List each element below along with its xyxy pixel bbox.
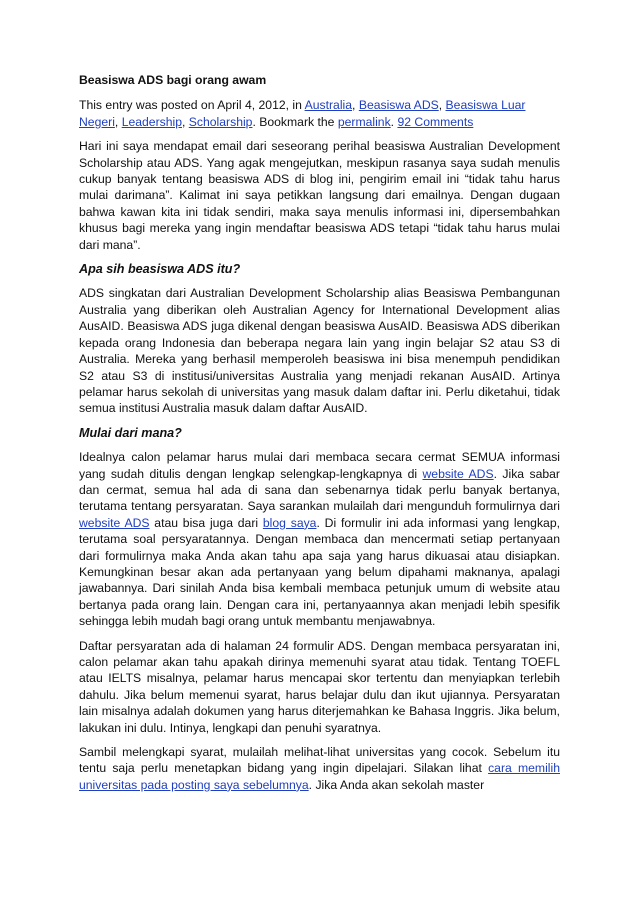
meta-sep: , [438, 98, 446, 113]
meta-sep: , [182, 114, 189, 129]
meta-sep: , [352, 98, 359, 113]
document-page [79, 72, 560, 801]
university-text-2: . Jika Anda akan sekolah master [308, 777, 485, 792]
comments-link[interactable]: 92 Comments [397, 114, 474, 129]
start-paragraph [79, 449, 560, 629]
meta-sep: , [114, 114, 122, 129]
meta-dot: . [390, 114, 398, 129]
university-text-1: Sambil melengkapi syarat, mulailah melihat-lihat universitas yang cocok. Sebelum itu tentu saja perlu menetapkan bidang yang ingin dipelajari. Silakan lihat [79, 745, 560, 776]
meta-bookmark: . Bookmark the [252, 114, 338, 129]
start-text-4: . Di formulir ini ada informasi yang lengkap, terutama soal persyaratannya. Dengan membaca dan mencermati setiap pertanyaan dari formulirnya maka Anda akan tahu apa saja yang harus dikuasai atau disiapkan. Kemungkinan besar akan ada pertanyaan yang belum dipahami maknanya, apalagi jawabannya. Dari sinilah Anda bisa kembali membaca petunjuk umum di website atau bertanya pada orang lain. Dengan cara ini, pertanyaannya akan menjadi lebih spesifik sehingga lebih mudah bagi orang untuk membantu menjawabnya. [79, 515, 560, 629]
category-link-australia[interactable]: Australia [304, 98, 353, 113]
intro-paragraph: Hari ini saya mendapat email dari seseorang perihal beasiswa Australian Development Scholarship atau ADS. Yang agak mengejutkan, meskipun rasanya saya sudah menulis cukup banyak tentang beasiswa ADS di blog ini, pengirim email ini “tidak tahu harus mulai darimana”. Kalimat ini saya petikkan langsung dari emailnya. Dengan dugaan bahwa kawan kita ini tidak sendiri, maka saya menulis informasi ini, dipersembahkan khusus bagi mereka yang ingin mendaftar beasiswa ADS tetapi “tidak tahu harus mulai dari mana”. [79, 139, 560, 252]
permalink-link[interactable]: permalink [337, 114, 391, 129]
university-paragraph [79, 744, 560, 793]
post-meta [79, 97, 560, 130]
start-text-2: . Jika sabar dan cermat, semua hal ada di sana dan sebenarnya tidak perlu banyak bertanya, terutama tentang persyaratan. Saya sarankan mulailah dari mengunduh formulirnya dari [79, 466, 560, 514]
meta-prefix: This entry was posted on April 4, 2012, in [79, 98, 305, 113]
start-text-3: atau bisa juga dari [149, 515, 263, 530]
blog-saya-link[interactable]: blog saya [262, 515, 317, 530]
category-link-leadership[interactable]: Leadership [121, 114, 182, 129]
ads-paragraph: ADS singkatan dari Australian Development Scholarship alias Beasiswa Pembangunan Australia yang diberikan oleh Australian Agency for International Development alias AusAID. Beasiswa ADS juga dikenal dengan beasiswa AusAID. Beasiswa ADS diberikan kepada orang Indonesia dan beberapa negara lain yang ingin belajar S2 atau S3 di Australia. Mereka yang berhasil memperoleh beasiswa ini bisa menempuh pendidikan S2 atau S3 di institusi/universitas Australia yang menjadi rekanan AusAID. Artinya pelamar harus sekolah di universitas yang masuk dalam daftar ini. Perlu diketahui, tidak semua institusi Australia masuk dalam daftar AusAID. [79, 286, 560, 416]
section-heading-ads: Apa sih beasiswa ADS itu? [79, 262, 241, 277]
website-ads-link-2[interactable]: website ADS [79, 515, 150, 530]
post-title: Beasiswa ADS bagi orang awam [79, 73, 267, 87]
website-ads-link[interactable]: website ADS [422, 466, 494, 481]
section-heading-mulai: Mulai dari mana? [79, 425, 182, 440]
cara-memilih-link[interactable]: cara memilih universitas pada posting saya sebelumnya [79, 761, 560, 792]
start-text-1: Idealnya calon pelamar harus mulai dari membaca secara cermat SEMUA informasi yang sudah ditulis dengan lengkap selengkap-lengkapnya di [79, 450, 560, 481]
category-link-scholarship[interactable]: Scholarship [188, 114, 253, 129]
requirements-paragraph: Daftar persyaratan ada di halaman 24 formulir ADS. Dengan membaca persyaratan ini, calon pelamar akan tahu apakah dirinya memenuhi syarat atau tidak. Tentang TOEFL atau IELTS misalnya, pelamar harus mencapai skor tertentu dan menyiapkan terlebih dahulu. Jika belum memenui syarat, harus belajar dulu dan ikut ujiannya. Persyaratan lain misalnya adalah dokumen yang harus diterjemahkan ke Bahasa Inggris. Jika belum, lakukan ini dulu. Intinya, lengkapi dan penuhi syaratnya. [79, 638, 560, 735]
category-link-beasiswa-ads[interactable]: Beasiswa ADS [358, 98, 439, 113]
category-link-beasiswa-luar-negeri[interactable]: Beasiswa Luar Negeri [79, 98, 526, 129]
